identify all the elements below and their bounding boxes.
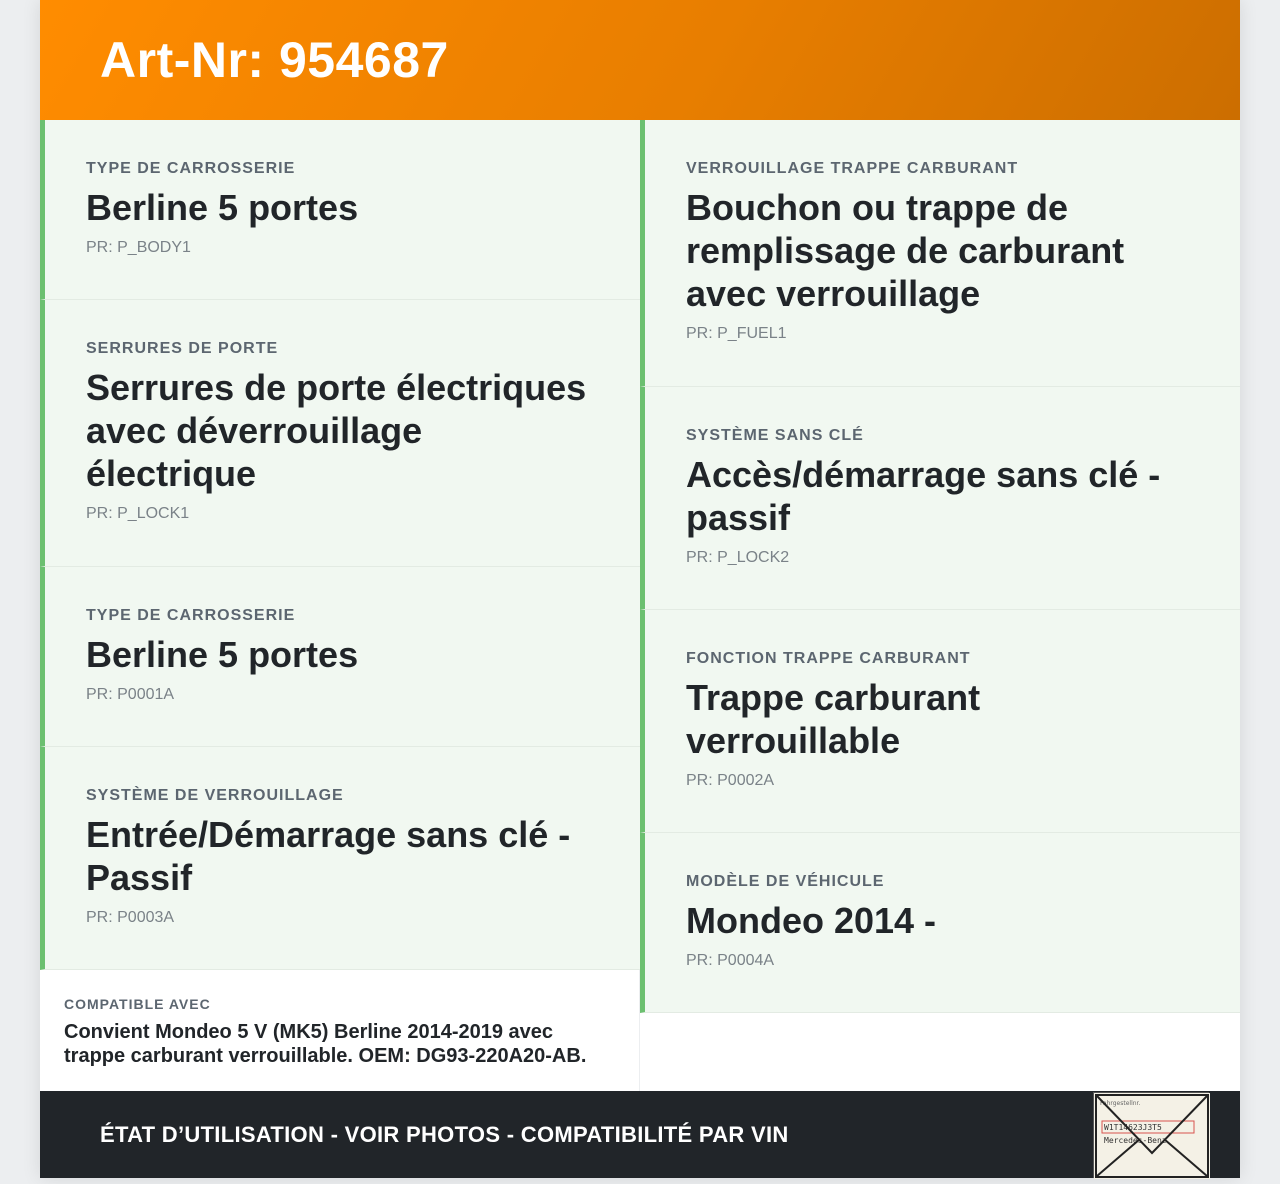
spec-value: Bouchon ou trappe de remplissage de carburant avec verrouillage [686, 187, 1125, 314]
spec-label: VERROUILLAGE TRAPPE CARBURANT [686, 160, 1019, 177]
svg-text:Fahrgestellnr.: Fahrgestellnr. [1100, 1100, 1141, 1107]
spec-pr-code: PR: P0003A [86, 909, 175, 926]
spec-pr-code: PR: P_LOCK2 [686, 549, 790, 566]
spec-column-right [640, 120, 1240, 1091]
spec-pr-code: PR: P_LOCK1 [86, 505, 190, 522]
article-number-title: Art-Nr: 954687 [100, 32, 449, 88]
spec-pr-code: PR: P0004A [686, 952, 775, 969]
spec-label: FONCTION TRAPPE CARBURANT [686, 650, 971, 667]
spec-value: Mondeo 2014 - [686, 900, 937, 941]
spec-label: SERRURES DE PORTE [86, 340, 279, 357]
svg-text:Mercedes-Benz: Mercedes-Benz [1104, 1136, 1167, 1145]
spec-value: Entrée/Démarrage sans clé - Passif [86, 814, 571, 898]
vin-stamp-thumbnail[interactable] [1093, 1092, 1209, 1178]
spec-label: TYPE DE CARROSSERIE [86, 607, 296, 624]
spec-value: Serrures de porte électriques avec déverrouillage électrique [86, 367, 587, 494]
spec-cell-body-type [40, 120, 640, 300]
spec-value: Accès/démarrage sans clé - passif [686, 454, 1161, 538]
spec-cell-body-type-2 [40, 567, 640, 747]
article-card [40, 0, 1240, 1178]
compatibility-box [40, 970, 640, 1091]
spec-label: MODÈLE DE VÉHICULE [686, 873, 885, 890]
spec-label: TYPE DE CARROSSERIE [86, 160, 296, 177]
spec-label: SYSTÈME SANS CLÉ [686, 427, 864, 444]
spec-value: Berline 5 portes [86, 187, 359, 228]
spec-cell-fuel-lock [640, 120, 1240, 387]
svg-text:W1T14623J3T5: W1T14623J3T5 [1104, 1123, 1162, 1132]
spec-pr-code: PR: P0001A [86, 686, 175, 703]
spec-pr-code: PR: P_FUEL1 [686, 325, 787, 342]
envelope-icon [1094, 1093, 1210, 1179]
spec-value: Trappe carburant verrouillable [686, 677, 981, 761]
spec-cell-locking-system [40, 747, 640, 970]
condition-footer [40, 1091, 1240, 1178]
spec-column-left [40, 120, 640, 1091]
compatibility-label: COMPATIBLE AVEC [64, 996, 211, 1012]
spec-pr-code: PR: P0002A [686, 772, 775, 789]
compatibility-text: Convient Mondeo 5 V (MK5) Berline 2014-2019 avec trappe carburant verrouillable. OEM: DG93-220A20-AB. [64, 1021, 587, 1067]
spec-value: Berline 5 portes [86, 634, 359, 675]
spec-cell-keyless [640, 387, 1240, 610]
spec-cell-vehicle-model [640, 833, 1240, 1013]
spec-cell-door-locks [40, 300, 640, 567]
spec-grid [40, 120, 1240, 1091]
spec-pr-code: PR: P_BODY1 [86, 239, 191, 256]
spec-label: SYSTÈME DE VERROUILLAGE [86, 787, 344, 804]
spec-cell-fuel-flap [640, 610, 1240, 833]
article-header [40, 0, 1240, 120]
footer-text: ÉTAT D’UTILISATION - VOIR PHOTOS - COMPATIBILITÉ PAR VIN [100, 1121, 789, 1147]
